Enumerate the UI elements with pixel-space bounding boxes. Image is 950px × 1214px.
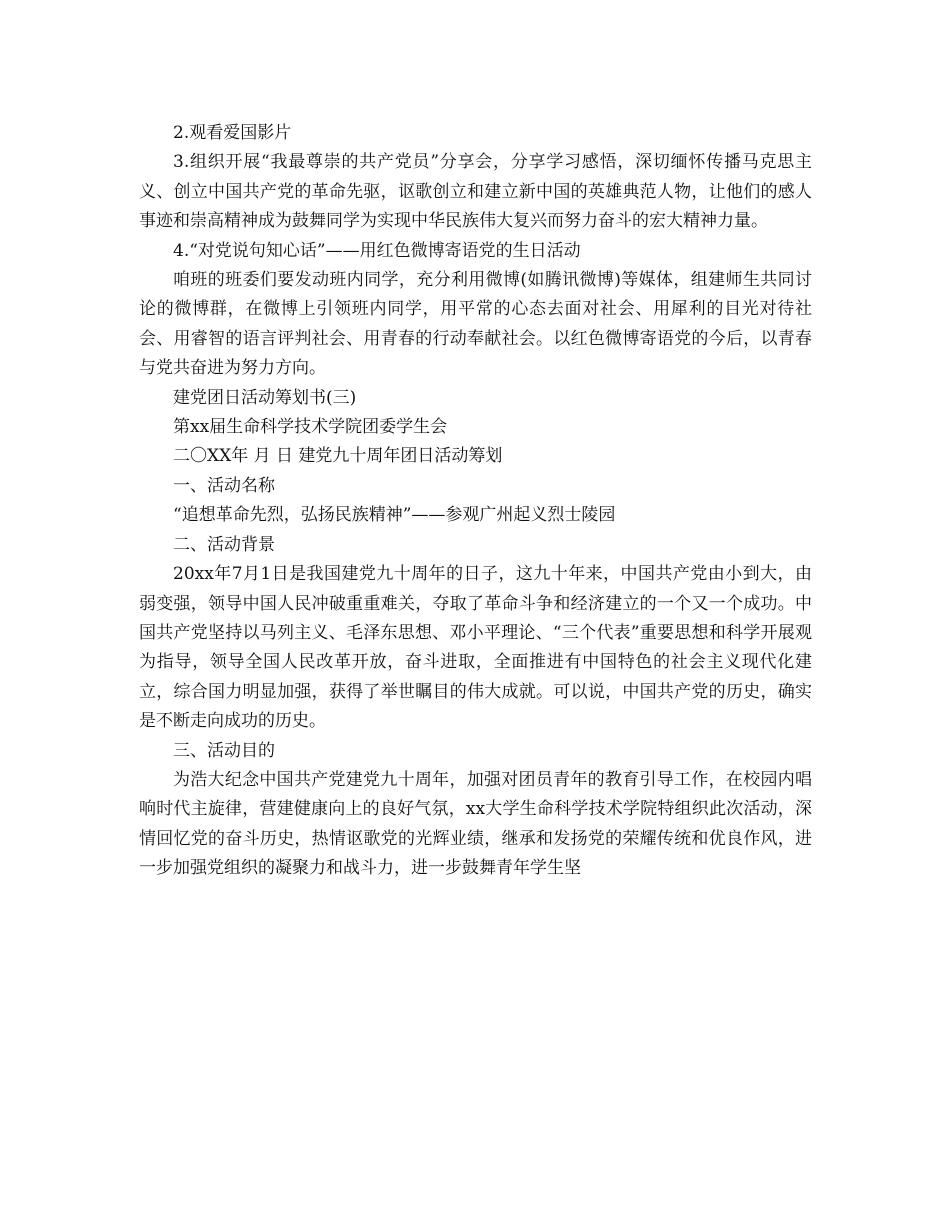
list-item-sharing-session: 3.组织开展“我最尊崇的共产党员”分享会，分享学习感悟，深切缅怀传播马克思主义、创立中国共产党的革命先驱，讴歌创立和建立新中国的英雄典范人物，让他们的感人事迹和崇高精神成为鼓舞同学为实现中华民族伟大复兴而努力奋斗的宏大精神力量。 — [139, 152, 812, 232]
organizer-line: 第xx届生命科学技术学院团委学生会 — [173, 417, 448, 438]
document-body — [139, 119, 812, 884]
heading-activity-name: 一、活动名称 — [173, 475, 275, 496]
heading-activity-background: 二、活动背景 — [173, 534, 275, 555]
heading-activity-purpose: 三、活动目的 — [173, 740, 275, 761]
body-paragraph-purpose: 为浩大纪念中国共产党建党九十周年，加强对团员青年的教育引导工作，在校园内唱响时代主旋律，营建健康向上的良好气氛，xx大学生命科学技术学院特组织此次活动，深情回忆党的奋斗历史，热情讴歌党的光辉业绩，继承和发扬党的荣耀传统和优良作风，进一步加强党组织的凝聚力和战斗力，进一步鼓舞青年学生坚 — [139, 769, 812, 879]
body-paragraph-weibo: 咱班的班委们要发动班内同学，充分利用微博(如腾讯微博)等媒体，组建师生共同讨论的微博群，在微博上引领班内同学，用平常的心态去面对社会、用犀利的目光对待社会、用睿智的语言评判社会、用青春的行动奉献社会。以红色微博寄语党的今后，以青春与党共奋进为努力方向。 — [139, 270, 812, 379]
activity-name-text: “追想革命先烈，弘扬民族精神”——参观广州起义烈士陵园 — [173, 505, 616, 526]
list-item-watch-films: 2.观看爱国影片 — [173, 123, 292, 143]
list-item-weibo-activity: 4.“对党说句知心话”——用红色微博寄语党的生日活动 — [173, 240, 581, 261]
date-line: 二〇XX年 月 日 建党九十周年团日活动筹划 — [173, 446, 503, 467]
body-paragraph-background: 20xx年7月1日是我国建党九十周年的日子，这九十年来，中国共产党由小到大，由弱变强，领导中国人民冲破重重难关，夺取了革命斗争和经济建立的一个又一个成功。中国共产党坚持以马列主义、毛泽东思想、邓小平理论、“三个代表”重要思想和科学开展观为指导，领导全国人民改革开放，奋斗进取，全面推进有中国特色的社会主义现代化建立，综合国力明显加强，获得了举世瞩目的伟大成就。可以说，中国共产党的历史，确实是不断走向成功的历史。 — [139, 564, 812, 732]
section-title-plan-three: 建党团日活动筹划书(三) — [173, 387, 357, 408]
